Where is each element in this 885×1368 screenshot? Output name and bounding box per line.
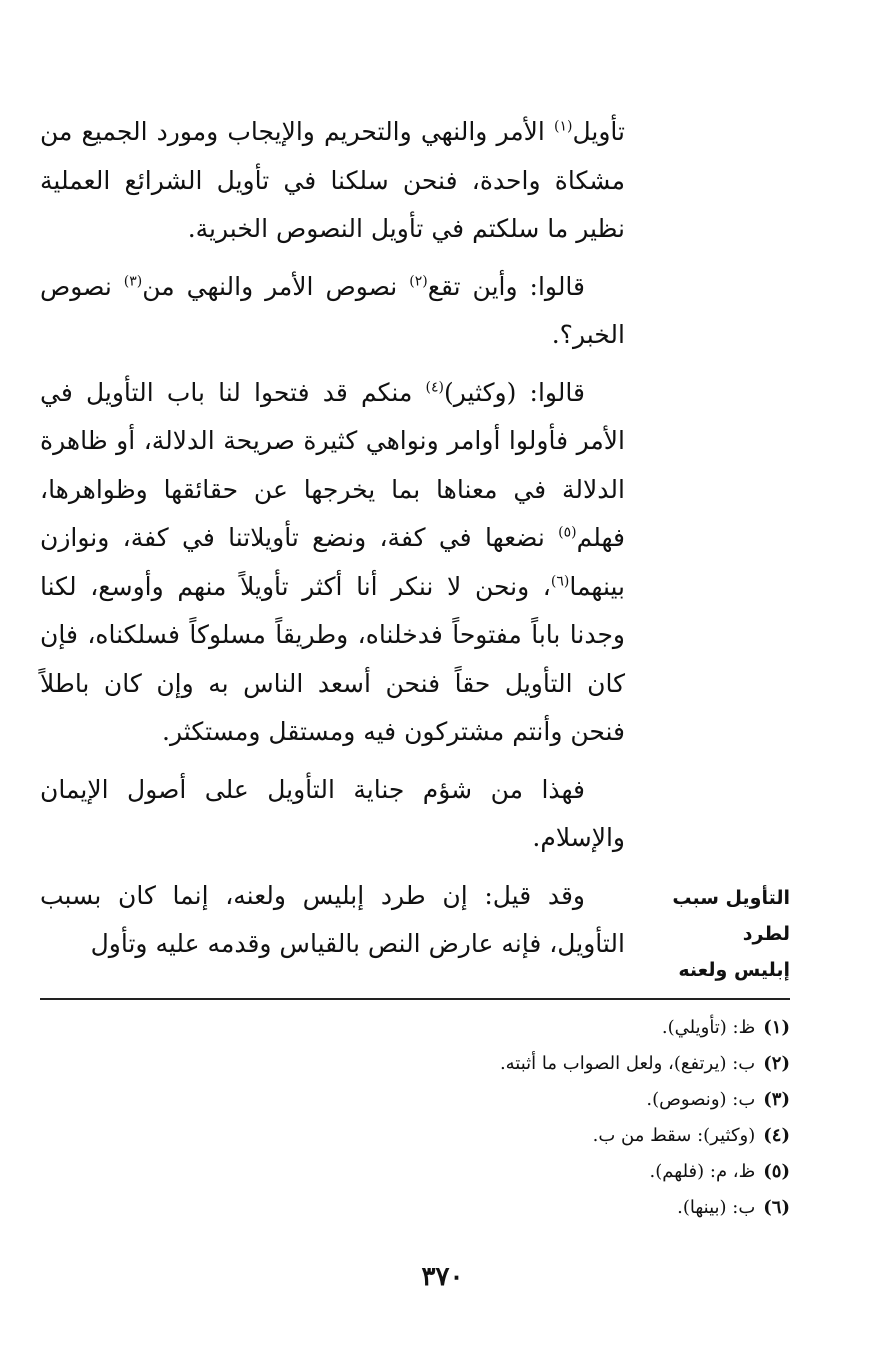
footnote-4 bbox=[40, 1118, 790, 1154]
footnote-text: ظ: (تأويلي). bbox=[661, 1017, 756, 1038]
footnote-text: ظ، م: (فلهم). bbox=[649, 1161, 756, 1182]
text-run: قالوا: وأين تقع bbox=[427, 271, 586, 301]
footnote-5 bbox=[40, 1154, 790, 1190]
footnotes bbox=[40, 1010, 790, 1226]
paragraph-5: وقد قيل: إن طرد إبليس ولعنه، إنما كان بسبب التأويل، فإنه عارض النص بالقياس وقدمه عليه وتأول bbox=[40, 880, 625, 958]
footnote-ref-4[interactable]: (٤) bbox=[425, 379, 444, 396]
margin-heading-line-2: إبليس ولعنه bbox=[678, 959, 790, 981]
footnote-6 bbox=[40, 1190, 790, 1226]
footnote-number: (٤) bbox=[763, 1125, 790, 1146]
footnote-text: ب: (يرتفع)، ولعل الصواب ما أثبته. bbox=[499, 1053, 756, 1074]
footnote-text: (وكثير): سقط من ب. bbox=[592, 1125, 756, 1146]
text-run: نصوص الخبر؟. bbox=[40, 271, 625, 349]
footnote-text: ب: (بينها). bbox=[677, 1197, 756, 1218]
text-run: الأمر والنهي والتحريم والإيجاب ومورد الجميع من مشكاة واحدة، فنحن سلكنا في تأويل الشرائع العملية نظير ما سلكتم في تأويل النصوص الخبرية. bbox=[40, 117, 625, 243]
footnote-ref-5[interactable]: (٥) bbox=[558, 524, 577, 541]
text-run: منكم قد فتحوا لنا باب التأويل في الأمر فأولوا أوامر ونواهي كثيرة صريحة الدلالة، أو ظاهرة الدلالة في معناها بما يخرجها عن حقائقها وظواهرها، فهلم bbox=[40, 377, 625, 552]
paragraph-1 bbox=[40, 108, 625, 254]
paragraph-4: فهذا من شؤم جناية التأويل على أصول الإيمان والإسلام. bbox=[40, 774, 625, 852]
footnote-number: (٣) bbox=[763, 1089, 790, 1110]
footnote-1 bbox=[40, 1010, 790, 1046]
paragraph-2 bbox=[40, 263, 625, 360]
paragraph-3 bbox=[40, 369, 625, 757]
page-number: ٣٧٠ bbox=[421, 1262, 464, 1292]
footnote-3 bbox=[40, 1082, 790, 1118]
footnote-number: (٦) bbox=[763, 1197, 790, 1218]
text-run: تأويل bbox=[572, 117, 625, 146]
footnote-number: (١) bbox=[763, 1017, 790, 1038]
footnote-divider bbox=[40, 998, 790, 1000]
text-run: ، ونحن لا ننكر أنا أكثر تأويلاً منهم وأوسع، لكنا وجدنا باباً مفتوحاً فدخلناه، وطريقاً مسلوكاً فسلكناه، فإن كان التأويل حقاً فنحن أسعد الناس به وإن كان باطلاً فنحن وأنتم مشتركون فيه ومستقل ومستكثر. bbox=[40, 571, 625, 746]
footnote-ref-6[interactable]: (٦) bbox=[550, 573, 570, 590]
footnote-ref-1[interactable]: (١) bbox=[553, 118, 573, 135]
main-text bbox=[40, 108, 625, 978]
footnote-text: ب: (ونصوص). bbox=[646, 1089, 756, 1110]
footnote-ref-3[interactable]: (٣) bbox=[123, 273, 143, 290]
text-run: قالوا: (وكثير) bbox=[443, 377, 585, 407]
footnote-number: (٥) bbox=[763, 1161, 790, 1182]
text-run: نصوص الأمر والنهي من bbox=[142, 271, 410, 301]
margin-heading bbox=[655, 880, 790, 988]
margin-heading-line-1: التأويل سبب لطرد bbox=[672, 887, 790, 945]
footnote-number: (٢) bbox=[763, 1053, 790, 1074]
footnote-2 bbox=[40, 1046, 790, 1082]
text-run: نضعها في كفة، ونضع تأويلاتنا في كفة، ونوازن بينهما bbox=[40, 523, 625, 601]
footnote-ref-2[interactable]: (٢) bbox=[409, 273, 428, 290]
